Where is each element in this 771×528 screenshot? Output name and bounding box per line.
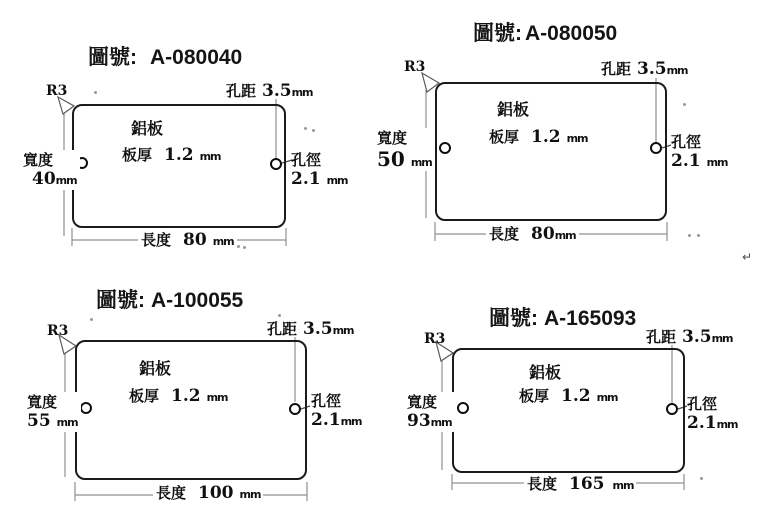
hole-distance-value: 3.5 (637, 59, 667, 79)
hole-distance-label: 孔距 (601, 60, 632, 78)
drawing-number-label: 圖號: (96, 289, 145, 312)
hole-distance-unit: mm (666, 64, 688, 77)
length-unit: mm (239, 488, 261, 501)
scan-speck (312, 129, 315, 132)
hole-diameter-dimension (687, 394, 738, 434)
thickness-label: 板厚 (129, 387, 160, 405)
drawing-number-label: 圖號: (473, 22, 522, 45)
drawing-number-title (489, 306, 636, 331)
width-dimension (404, 392, 455, 432)
scan-speck (700, 477, 703, 480)
length-label: 長度 (489, 225, 520, 243)
scan-speck (94, 91, 97, 94)
length-unit: mm (612, 479, 634, 492)
scan-speck (697, 234, 700, 237)
length-dimension (524, 474, 636, 494)
thickness-unit: mm (206, 391, 228, 404)
scan-speck (304, 127, 307, 130)
drawing-number-label: 圖號: (88, 46, 137, 69)
hole-distance-unit: mm (291, 86, 313, 99)
material-label: 鋁板 (529, 363, 562, 382)
width-label: 寬度 (377, 129, 408, 147)
width-unit: mm (55, 174, 77, 188)
scan-speck (243, 246, 246, 249)
corner-radius-label: R3 (404, 59, 426, 75)
thickness-value: 1.2 (561, 386, 591, 406)
hole-distance-value: 3.5 (682, 327, 712, 347)
hole-distance-value: 3.5 (262, 81, 292, 101)
paragraph-return-mark: ↵ (742, 250, 753, 264)
hole-diameter-label: 孔徑 (291, 151, 322, 169)
hole-diameter-label: 孔徑 (687, 395, 718, 413)
length-value: 100 (198, 483, 234, 503)
thickness-unit: mm (566, 132, 588, 145)
width-unit: mm (410, 156, 432, 170)
hole-diameter-unit: mm (326, 174, 348, 188)
hole-distance-unit: mm (711, 332, 733, 345)
corner-radius-label: R3 (47, 323, 69, 339)
hole-diameter-unit: mm (340, 415, 362, 429)
length-unit: mm (212, 235, 234, 248)
left-hole (457, 402, 469, 414)
scan-speck (278, 314, 281, 317)
length-label: 長度 (141, 231, 172, 249)
width-label: 寬度 (407, 393, 438, 411)
width-unit: mm (430, 416, 452, 430)
width-value: 55 (27, 411, 51, 432)
width-label: 寬度 (23, 151, 54, 169)
hole-distance-dimension (646, 327, 733, 347)
material-label: 鋁板 (139, 359, 172, 378)
thickness-value: 1.2 (171, 386, 201, 406)
scan-speck (688, 234, 691, 237)
hole-distance-label: 孔距 (226, 82, 257, 100)
drawing-number-value: A-080040 (150, 46, 243, 69)
hole-distance-label: 孔距 (267, 320, 298, 338)
drawing-number-label: 圖號: (489, 307, 538, 330)
hole-distance-value: 3.5 (303, 319, 333, 339)
drawing-number-value: A-080050 (525, 22, 618, 45)
drawing-number-value: A-165093 (544, 307, 637, 330)
hole-diameter-unit: mm (716, 418, 738, 432)
thickness-dimension (519, 386, 618, 406)
thickness-label: 板厚 (122, 146, 153, 164)
hole-diameter-value: 2.1 (671, 151, 701, 172)
plate-outline (452, 348, 685, 473)
material-label: 鋁板 (131, 119, 164, 138)
hole-diameter-label: 孔徑 (671, 133, 702, 151)
length-value: 80 (531, 224, 555, 244)
hole-diameter-value: 2.1 (311, 410, 341, 431)
scan-speck (237, 245, 240, 248)
hole-diameter-value: 2.1 (291, 169, 321, 190)
length-unit: mm (554, 229, 576, 242)
drawing-number-value: A-100055 (151, 289, 244, 312)
hole-diameter-value: 2.1 (687, 413, 717, 434)
hole-distance-label: 孔距 (646, 328, 677, 346)
material-label: 鋁板 (497, 100, 530, 119)
length-value: 165 (569, 474, 605, 494)
thickness-unit: mm (199, 150, 221, 163)
width-value: 40 (32, 169, 56, 190)
thickness-value: 1.2 (164, 145, 194, 165)
thickness-unit: mm (596, 391, 618, 404)
width-value: 50 (377, 147, 405, 172)
right-hole (666, 403, 678, 415)
hole-diameter-unit: mm (706, 156, 728, 170)
thickness-value: 1.2 (531, 127, 561, 147)
width-unit: mm (56, 416, 78, 430)
length-label: 長度 (527, 475, 558, 493)
length-value: 80 (183, 230, 207, 250)
hole-diameter-label: 孔徑 (311, 392, 342, 410)
scan-speck (90, 318, 93, 321)
corner-radius-label: R3 (424, 331, 446, 347)
hole-distance-unit: mm (332, 324, 354, 337)
corner-radius-label: R3 (46, 83, 68, 99)
thickness-label: 板厚 (489, 128, 520, 146)
width-label: 寬度 (27, 393, 58, 411)
width-value: 93 (407, 411, 431, 432)
thickness-label: 板厚 (519, 387, 550, 405)
length-label: 長度 (156, 484, 187, 502)
scan-speck (683, 103, 686, 106)
